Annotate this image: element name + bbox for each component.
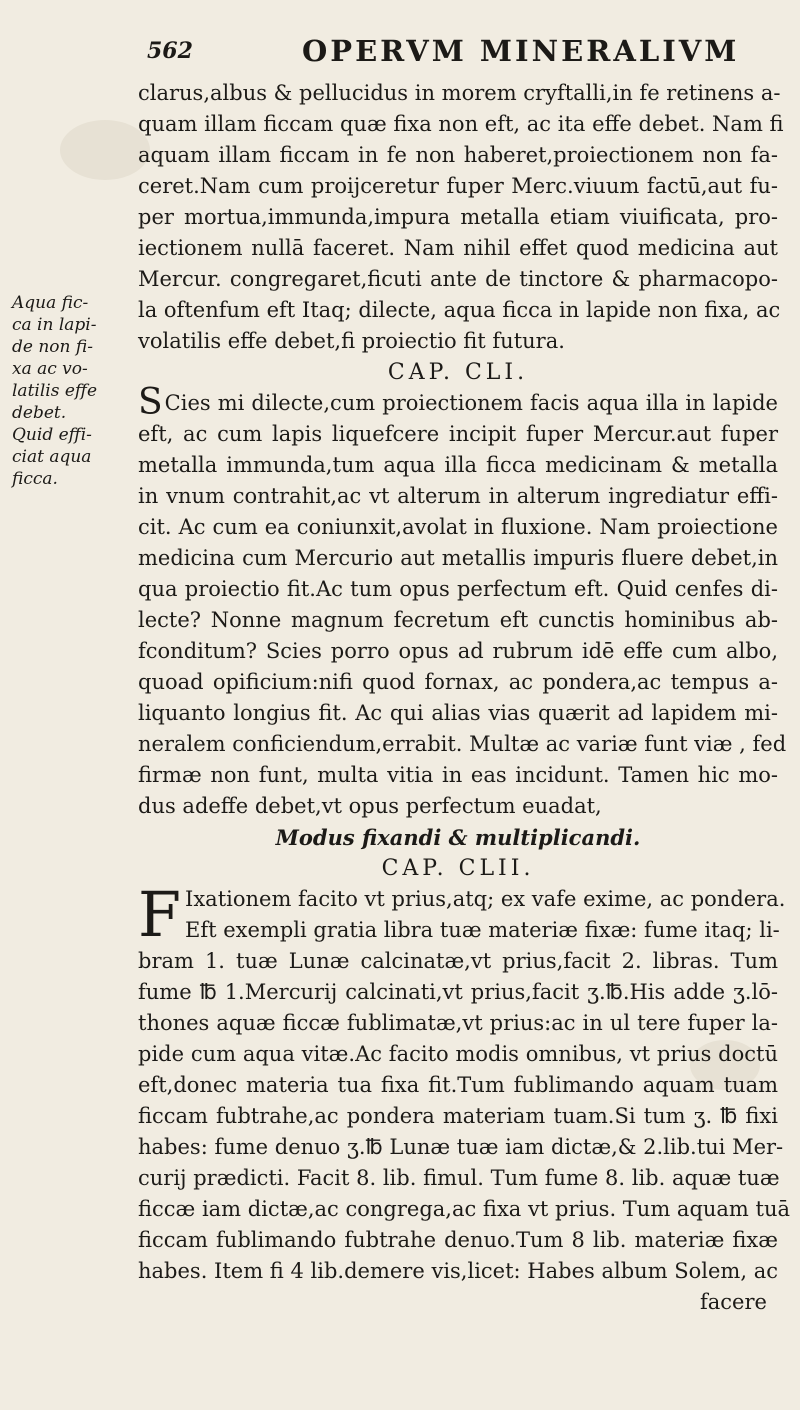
text-line: clarus,albus & pellucidus in morem cryftalli,in fe retinens a- [138,81,781,105]
margin-note-line: ca in lapi- [12,315,97,335]
text-line: dus adeffe debet,vt opus perfectum euadat, [138,794,602,818]
text-line: thones aquæ ficcæ fublimatæ,vt prius:ac in ul tere fuper la- [138,1011,778,1035]
text-line: liquanto longius fit. Ac qui alias vias quærit ad lapidem mi- [138,701,778,725]
paragraph-1 [138,78,784,357]
text-line: eft, ac cum lapis liquefcere incipit fuper Mercur.aut fuper [138,422,778,446]
text-line: Mercur. congregaret,ficuti ante de tinctore & pharmacopo- [138,267,778,291]
page-number: 562 [147,38,193,64]
section-subtitle: Modus fixandi & multiplicandi. [275,825,641,850]
text-line: quam illam ficcam quæ fixa non eft, ac ita effe debet. Nam fi [138,112,784,136]
text-line: qua proiectio fit.Ac tum opus perfectum eft. Quid cenfes di- [138,577,778,601]
paper-stain [60,120,150,180]
running-head: OPERVM MINERALIVM [302,34,740,68]
margin-note-line: ciat aqua [12,447,92,467]
text-line: lecte? Nonne magnum fecretum eft cunctis hominibus ab- [138,608,778,632]
paragraph-3 [138,878,791,1287]
page-header [0,34,800,74]
text-line: Eft exempli gratia libra tuæ materiæ fixæ: fume itaq; li- [185,918,780,942]
text-line: metalla immunda,tum aqua illa ficca medicinam & metalla [138,453,778,477]
margin-note-line: ficca. [12,469,58,489]
chapter-heading: CAP. CLII. [381,856,535,881]
text-line: medicina cum Mercurio aut metallis impuris fluere debet,in [138,546,778,570]
text-line: per mortua,immunda,impura metalla etiam viuificata, pro- [138,205,778,229]
text-line: eft,donec materia tua fixa fit.Tum fublimando aquam tuam [138,1073,778,1097]
text-line: in vnum contrahit,ac vt alterum in alterum ingrediatur effi- [138,484,778,508]
text-line: volatilis effe debet,fi proiectio fit futura. [138,329,565,353]
text-line: iectionem nullā faceret. Nam nihil effet quod medicina aut [138,236,778,260]
text-line: ficcæ iam dictæ,ac congrega,ac fixa vt prius. Tum aquam tuā [138,1197,791,1221]
drop-capital: F [138,878,182,951]
text-line: fconditum? Scies porro opus ad rubrum idē effe cum albo, [138,639,778,663]
text-line: ficcam fubtrahe,ac pondera materiam tuam.Si tum ʒ. ℔ fixi [138,1104,778,1128]
margin-note-line: Aqua fic- [12,293,89,313]
text-line: curij prædicti. Facit 8. lib. fimul. Tum fume 8. lib. aquæ tuæ [138,1166,780,1190]
text-line: firmæ non funt, multa vitia in eas incidunt. Tamen hic mo- [138,763,778,787]
text-line: ficcam fublimando fubtrahe denuo.Tum 8 lib. materiæ fixæ [138,1228,778,1252]
text-line: fume ℔ 1.Mercurij calcinati,vt prius,facit ʒ.℔.His adde ʒ.lō- [138,980,778,1004]
text-line: habes. Item fi 4 lib.demere vis,licet: Habes album Solem, ac [138,1259,778,1283]
main-text [138,78,791,1287]
drop-capital: S [138,382,163,423]
text-line: cit. Ac cum ea coniunxit,avolat in fluxione. Nam proiectione [138,515,778,539]
text-line: habes: fume denuo ʒ.℔ Lunæ tuæ iam dictæ,& 2.lib.tui Mer- [138,1135,784,1159]
margin-note [12,292,117,490]
text-line: quoad opificium:nifi quod fornax, ac pondera,ac tempus a- [138,670,778,694]
margin-note-line: de non fi- [12,337,93,357]
text-line: bram 1. tuæ Lunæ calcinatæ,vt prius,facit 2. libras. Tum [138,949,778,973]
margin-note-line: xa ac vo- [12,359,88,379]
text-line: pide cum aqua vitæ.Ac facito modis omnibus, vt prius doctū [138,1042,778,1066]
text-line: aquam illam ficcam in fe non haberet,proiectionem non fa- [138,143,778,167]
margin-note-line: debet. [12,403,67,423]
margin-note-line: Quid effi- [12,425,92,445]
paragraph-2 [138,382,787,822]
text-line: neralem conficiendum,errabit. Multæ ac variæ funt viæ , fed [138,732,787,756]
text-line: Cies mi dilecte,cum proiectionem facis aqua illa in lapide [164,391,778,415]
margin-note-line: latilis effe [12,381,98,401]
text-line: Ixationem facito vt prius,atq; ex vafe exime, ac pondera. [185,887,786,911]
text-line: ceret.Nam cum proijceretur fuper Merc.viuum factū,aut fu- [138,174,778,198]
chapter-heading: CAP. CLI. [387,360,529,385]
catchword: facere [700,1290,767,1314]
text-line: la oftenfum eft Itaq; dilecte, aqua ficca in lapide non fixa, ac [138,298,781,322]
